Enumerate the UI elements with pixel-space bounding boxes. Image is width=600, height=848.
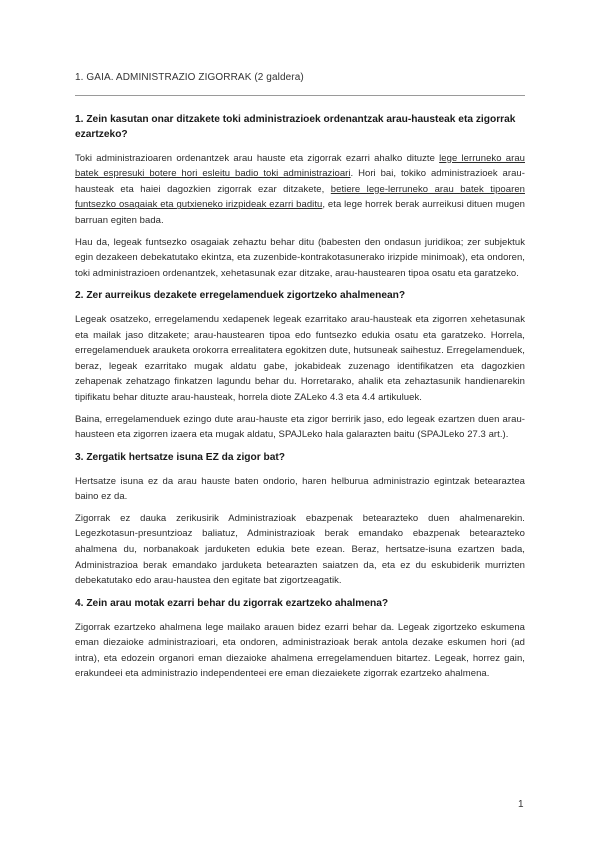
question-1-heading: 1. Zein kasutan onar ditzakete toki administrazioek ordenantzak arau-hausteak eta zigorrak ezartzeko? [75,114,516,140]
section-3-paragraph-2: Zigorrak ez dauka zerikusirik Administrazioak ebazpenak betearazteko duen ahalmenarekin. Legezkotasun-presuntzioaz baliatuz, Administrazioak berak emandako ebazpenak betearazteko ahalmena du, norbanakoak jarduketen edukia bete ezean. Beraz, hertsatze-isuna ezartzen bada, Administrazioa berak emandako jarduketa betearazten saiatzen da, eta ez du eskubiderik murrizten debekatutako edo arau-haustea den egitate bat zigortzeagatik. [75,512,525,587]
page-header-title: 1. GAIA. ADMINISTRAZIO ZIGORRAK (2 galdera) [75,72,304,83]
section-2-paragraph-1: Legeak osatzeko, erregelamendu xedapenek legeak ezarritako arau-hausteak eta zigorren xehetasunak eta mailak jaso ditzakete; arau-haustearen tipoa edo funtsezko edukia osatu eta garatzeko. Horrela, erregelamenduek arauketa orokorra errealitatera egokitzen dute, hutsuneak saihestuz. Erregelamenduek, beraz, legeak ezarritako mugak aldatu gabe, jokabideak zuzenago identifikatzen eta dagozkien zehapenak zehatzago finkatzen lagundu behar du. Horretarako, ahalik eta zehaztasunik handienarekin tipifikatu behar dituzte arau-hausteak, horrela diote ZALeko 4.3 eta 4.4 artikuluek. [75,314,525,404]
section-1-paragraph-2: Hau da, legeak funtsezko osagaiak zehaztu behar ditu (babesten den ondasun juridikoa; zer subjektuk egin dezakeen debekatutako ekintza, eta zuzenbide-kontrakotasunerako irizpide minimoak), eta ondoren, toki administrazioen ordenantzek, xehetasunak ezar ditzake, arau-haustearen tipoa osatu eta garatzeko. [75,236,525,279]
section-2-paragraph-2: Baina, erregelamenduek ezingo dute arau-hauste eta zigor berririk jaso, edo legeak ezartzen duen arau-hausteen eta zigorren izaera eta mugak aldatu, SPAJLeko hala galarazten baitu (SPAJLeko 27.3 art.). [75,413,525,441]
document-body [75,113,525,690]
header-divider [75,95,525,96]
section-1-paragraph-1 [75,151,525,229]
section-1-text-a: Toki administrazioaren ordenantzek arau hauste eta zigorrak ezarri ahalko dituzte [75,152,440,164]
section-1-text-c: , eta lege horrek berak aurreikusi dituen mugen barruan egiten bada. [75,199,525,226]
underlined-text-1: lege lerruneko arau batek espresuki botere hori esleitu badio toki administrazioari [75,152,525,180]
question-2-heading: 2. Zer aurreikus dezakete erregelamenduek zigortzeko ahalmenean? [75,290,406,302]
section-3 [75,451,525,589]
section-1 [75,113,525,281]
question-4-heading: 4. Zein arau motak ezarri behar du zigorrak ezartzeko ahalmena? [75,597,389,609]
page-number: 1 [518,799,524,810]
section-3-paragraph-1: Hertsatze isuna ez da arau hauste baten ondorio, haren helburua administrazio egintzak betearaztea baino ez da. [75,475,525,503]
section-4-paragraph-1: Zigorrak ezartzeko ahalmena lege mailako arauen bidez ezarri behar da. Legeak zigortzeko eskumena eman diezaioke administrazioari, eta ondoren, administrazioak berak antola dezake eskumen hori (ad intra), eta edozein organori eman diezaioke ahalmena erregelamenduen bitartez. Legeak, horrez gain, erakundeei eta administrazio independenteei ere eman diezaiekete zigorrak ezartzeko ahalmena. [75,621,525,680]
section-4 [75,597,525,682]
underlined-text-2: betiere lege-lerruneko arau batek tipoaren funtsezko osagaiak eta gutxieneko irizpideak ezarri baditu [75,183,525,211]
section-2 [75,289,525,443]
section-1-text-b: . Hori bai, tokiko administrazioek arau-hausteak eta haiei dagozkien zigorrak ezar ditzakete, [75,168,525,195]
question-3-heading: 3. Zergatik hertsatze isuna EZ da zigor bat? [75,451,286,463]
